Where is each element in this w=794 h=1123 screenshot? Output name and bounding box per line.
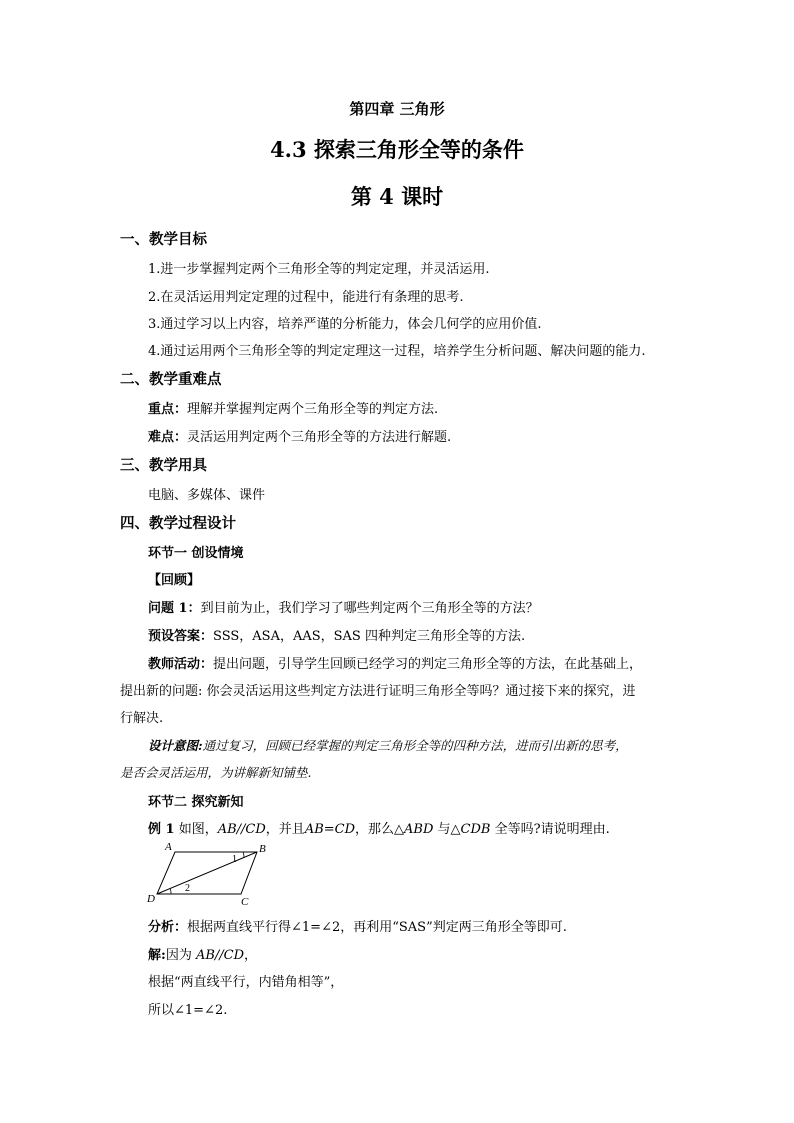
example-text: ，那么△ <box>355 822 405 837</box>
example-label: 例 1 <box>148 822 175 837</box>
key-point-label: 重点： <box>148 402 188 417</box>
vertex-label-d: D <box>147 893 155 905</box>
math-expr: AB=CD <box>304 822 356 837</box>
lesson-title: 第 4 课时 <box>350 184 444 209</box>
vertex-label-a: A <box>165 841 172 853</box>
section-heading-objectives: 一、教学目标 <box>120 231 207 248</box>
teacher-activity-text: 行解决. <box>120 711 164 726</box>
angle-1-arc <box>243 852 244 858</box>
analysis-label: 分析： <box>148 920 188 935</box>
design-intent-text: 通过复习，回顾已经掌握的判定三角形全等的四种方法，进而引出新的思考， <box>202 738 628 753</box>
stage-one-title: 环节一 创设情境 <box>148 546 244 561</box>
tools-text: 电脑、多媒体、课件 <box>148 488 266 503</box>
difficult-point <box>148 426 451 445</box>
objective-item: 4.通过运用两个三角形全等的判定定理这一过程，培养学生分析问题、解决问题的能力. <box>148 344 646 359</box>
solution-label: 解: <box>148 948 166 963</box>
example-text: 如图， <box>174 822 218 837</box>
vertex-label-c: C <box>241 896 249 906</box>
objective-item: 3.通过学习以上内容，培养严谨的分析能力，体会几何学的应用价值. <box>148 317 542 332</box>
preset-answer-text: SSS，ASA，AAS，SAS 四种判定三角形全等的方法. <box>213 629 526 644</box>
teacher-activity <box>148 653 642 672</box>
preset-answer <box>148 625 525 644</box>
solution-text: ， <box>244 948 258 963</box>
vertex-label-b: B <box>259 843 266 855</box>
example-text: 与△ <box>433 822 461 837</box>
example-one <box>148 818 610 837</box>
design-intent <box>148 736 628 754</box>
teacher-activity-text: 提出新的问题: 你会灵活运用这些判定方法进行证明三角形全等吗？通过接下来的探究，进 <box>120 684 636 699</box>
teacher-activity-text: 提出问题，引导学生回顾已经学习的判定三角形全等的方法，在此基础上， <box>213 657 643 672</box>
solution-reason: 根据“两直线平行，内错角相等”， <box>148 975 344 990</box>
question-text: 到目前为止，我们学习了哪些判定两个三角形全等的方法？ <box>200 601 539 616</box>
stage-two-title: 环节二 探究新知 <box>148 795 244 810</box>
example-text: ，并且 <box>265 822 305 837</box>
analysis <box>148 916 567 935</box>
design-intent-label: 设计意图: <box>148 738 203 753</box>
parallelogram-figure <box>145 838 275 906</box>
solution-text: 因为 <box>165 948 196 963</box>
teacher-activity-label: 教师活动： <box>148 657 214 672</box>
section-heading-tools: 三、教学用具 <box>120 457 207 474</box>
question-label: 问题 1： <box>148 601 201 616</box>
solution <box>148 944 257 963</box>
objective-item: 2.在灵活运用判定定理的过程中，能进行有条理的思考. <box>148 290 464 305</box>
chapter-title: 第四章 三角形 <box>349 100 445 118</box>
solution-conclusion: 所以∠1=∠2. <box>148 1003 228 1018</box>
angle-label-2: 2 <box>185 883 190 894</box>
math-expr: CDB <box>460 822 491 837</box>
design-intent-text: 是否会灵活运用，为讲解新知铺垫. <box>120 765 312 780</box>
section-heading-key-points: 二、教学重难点 <box>120 371 222 388</box>
analysis-text: 根据两直线平行得∠1=∠2，再利用“SAS”判定两三角形全等即可. <box>187 920 567 935</box>
section-heading-process: 四、教学过程设计 <box>120 515 236 532</box>
math-expr: ABD <box>404 822 434 837</box>
key-point <box>148 398 438 417</box>
section-title: 4.3 探索三角形全等的条件 <box>270 137 524 162</box>
difficult-point-label: 难点： <box>148 430 188 445</box>
example-text: 全等吗?请说明理由. <box>490 822 610 837</box>
question-one <box>148 597 539 616</box>
key-point-text: 理解并掌握判定两个三角形全等的判定方法. <box>187 402 439 417</box>
angle-2-arc <box>170 888 171 894</box>
math-expr: AB//CD <box>195 948 245 963</box>
math-expr: AB//CD <box>217 822 266 837</box>
preset-answer-label: 预设答案： <box>148 629 214 644</box>
difficult-point-text: 灵活运用判定两个三角形全等的方法进行解题. <box>187 430 452 445</box>
review-heading: 【回顾】 <box>148 573 201 588</box>
angle-label-1: 1 <box>232 854 237 865</box>
objective-item: 1.进一步掌握判定两个三角形全等的判定定理，并灵活运用. <box>148 262 490 277</box>
